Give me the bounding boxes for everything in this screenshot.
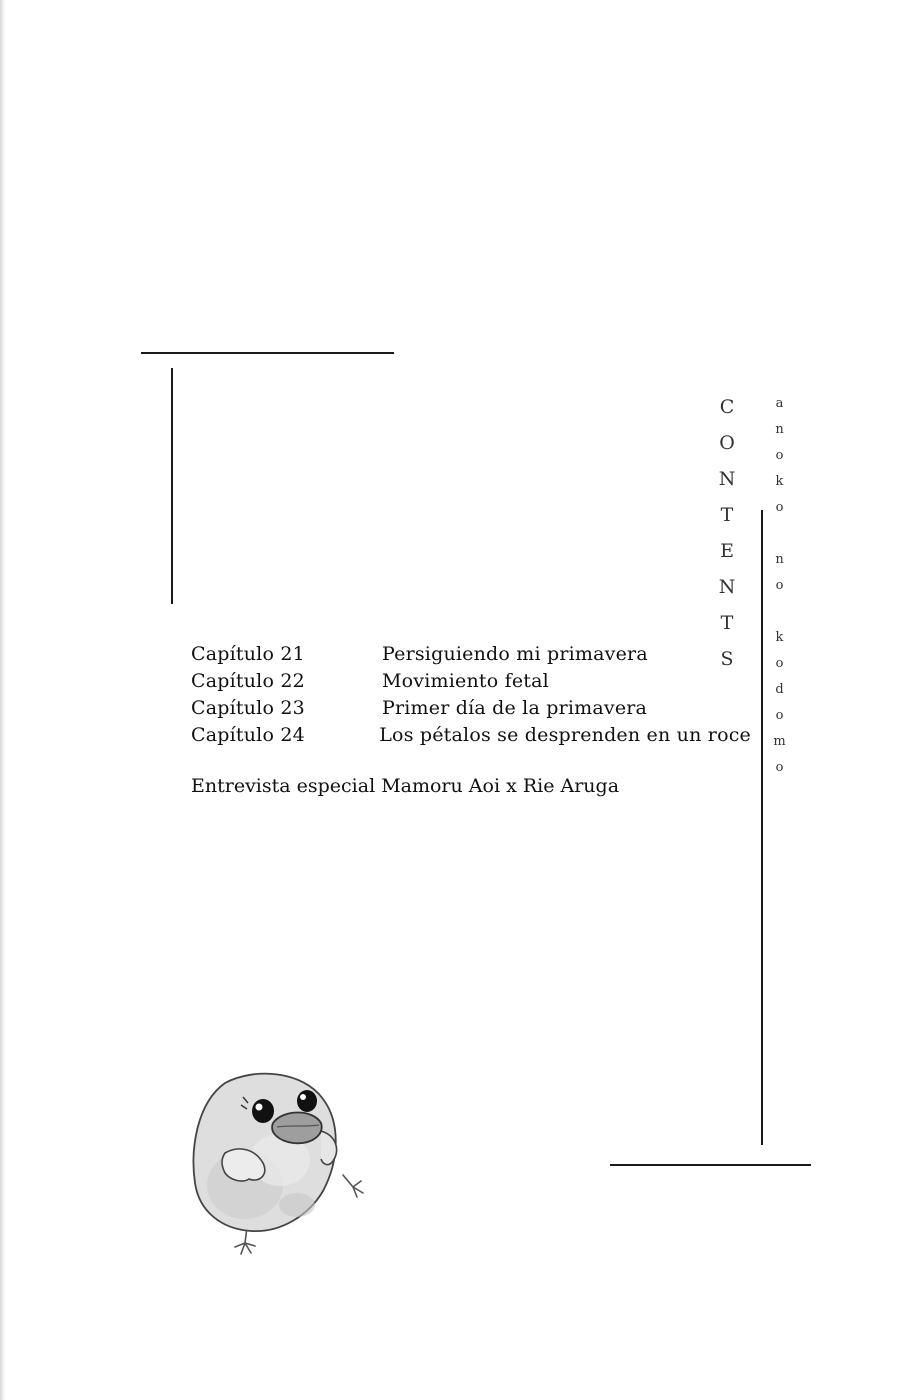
toc-chapter: Capítulo 24 (191, 723, 305, 746)
table-of-contents (191, 640, 751, 748)
bottom-rule (610, 1164, 811, 1166)
toc-row[interactable] (191, 721, 751, 748)
right-rule (761, 510, 763, 1145)
contents-heading: CONTENTS (716, 396, 738, 684)
toc-title: Persiguiendo mi primavera (382, 642, 648, 665)
toc-chapter: Capítulo 21 (191, 642, 305, 665)
toc-title: Los pétalos se desprenden en un roce (379, 723, 751, 746)
top-rule (141, 352, 394, 354)
toc-title: Movimiento fetal (382, 669, 549, 692)
toc-chapter: Capítulo 22 (191, 669, 305, 692)
toc-row[interactable] (191, 667, 751, 694)
toc-row[interactable] (191, 640, 751, 667)
left-rule (171, 368, 173, 604)
series-title: anoko no kodomo (772, 396, 787, 786)
chick-illustration (185, 1065, 375, 1260)
toc-row[interactable] (191, 694, 751, 721)
toc-chapter: Capítulo 23 (191, 696, 305, 719)
page-edge (0, 0, 6, 1400)
special-interview[interactable]: Entrevista especial Mamoru Aoi x Rie Aruga (191, 775, 620, 797)
toc-title: Primer día de la primavera (382, 696, 648, 719)
